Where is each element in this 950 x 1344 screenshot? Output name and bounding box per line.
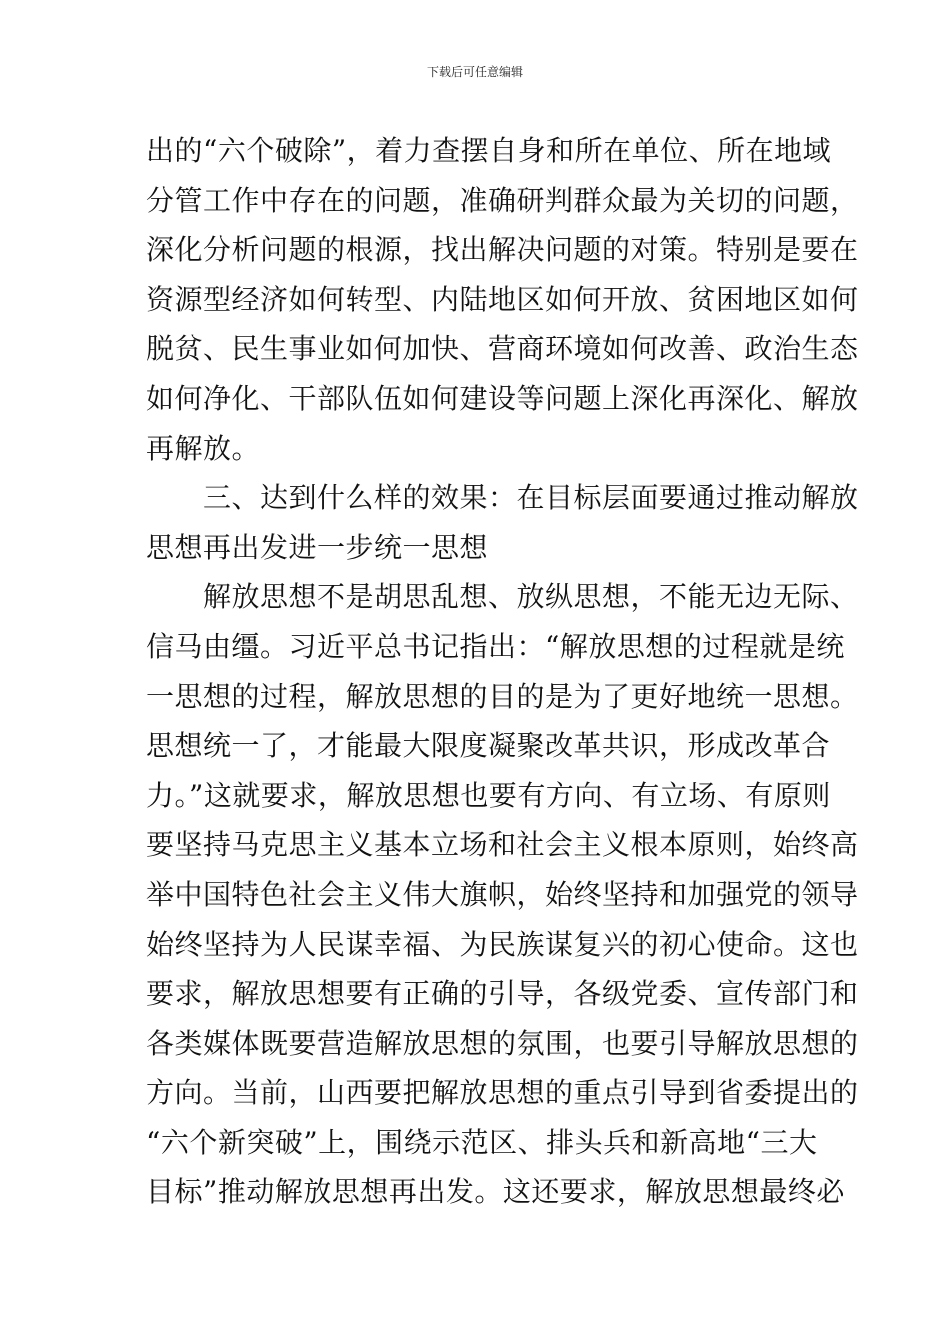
text-line: 要求，解放思想要有正确的引导，各级党委、宣传部门和 bbox=[146, 977, 859, 1011]
text-line: 目标”推动解放思想再出发。这还要求，解放思想最终必 bbox=[146, 1175, 845, 1209]
text-line: 举中国特色社会主义伟大旗帜，始终坚持和加强党的领导 bbox=[146, 877, 859, 911]
text-line: 信马由缰。习近平总书记指出：“解放思想的过程就是统 bbox=[146, 629, 845, 663]
text-line: 如何净化、干部队伍如何建设等问题上深化再深化、解放 bbox=[146, 381, 859, 415]
text-line: “六个新突破”上，围绕示范区、排头兵和新高地“三大 bbox=[146, 1125, 818, 1159]
page-header: 下载后可任意编辑 bbox=[426, 65, 523, 79]
text-line: 始终坚持为人民谋幸福、为民族谋复兴的初心使命。这也 bbox=[146, 927, 859, 961]
text-line: 力。”这就要求，解放思想也要有方向、有立场、有原则 bbox=[146, 778, 831, 812]
document-body bbox=[146, 126, 859, 1217]
section-heading: 思想再出发进一步统一思想 bbox=[146, 530, 489, 564]
text-line: 要坚持马克思主义基本立场和社会主义根本原则，始终高 bbox=[146, 828, 859, 862]
section-heading: 三、达到什么样的效果：在目标层面要通过推动解放 bbox=[146, 481, 859, 515]
text-line: 各类媒体既要营造解放思想的氛围，也要引导解放思想的 bbox=[146, 1026, 859, 1060]
text-line: 再解放。 bbox=[146, 431, 261, 465]
text-line: 方向。当前，山西要把解放思想的重点引导到省委提出的 bbox=[146, 1076, 859, 1110]
text-line: 脱贫、民生事业如何加快、营商环境如何改善、政治生态 bbox=[146, 332, 859, 366]
text-line: 一思想的过程，解放思想的目的是为了更好地统一思想。 bbox=[146, 679, 859, 713]
text-line: 资源型经济如何转型、内陆地区如何开放、贫困地区如何 bbox=[146, 282, 859, 316]
text-line: 分管工作中存在的问题，准确研判群众最为关切的问题， bbox=[146, 183, 859, 217]
text-line: 思想统一了，才能最大限度凝聚改革共识，形成改革合 bbox=[146, 729, 831, 763]
text-line: 深化分析问题的根源，找出解决问题的对策。特别是要在 bbox=[146, 233, 859, 267]
text-line: 出的“六个破除”，着力查摆自身和所在单位、所在地域 bbox=[146, 134, 832, 167]
text-line: 解放思想不是胡思乱想、放纵思想，不能无边无际、 bbox=[146, 580, 859, 614]
